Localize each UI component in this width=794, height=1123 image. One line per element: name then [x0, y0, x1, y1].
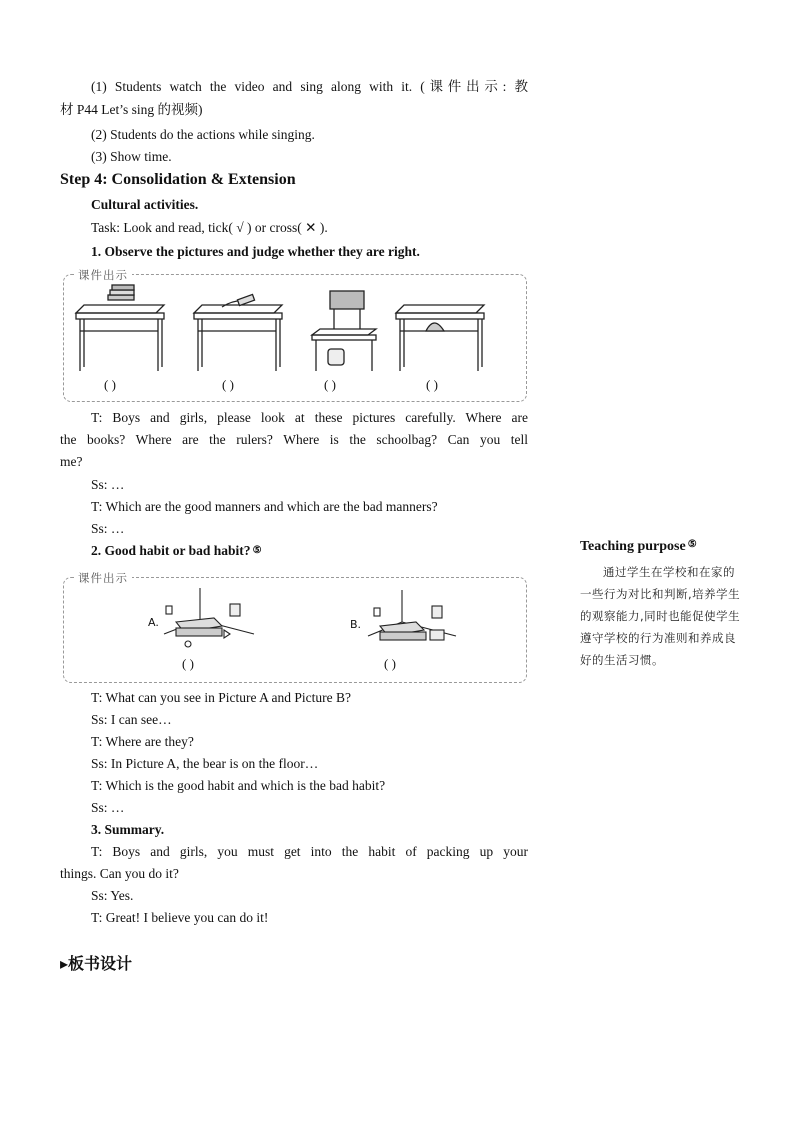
teaching-purpose-text: 通过学生在学校和在家的一些行为对比和判断,培养学生的观察能力,同时也能促使学生遵守学校的行为准则和养成良好的生活习惯。: [580, 565, 741, 667]
step-line-2: (2) Students do the actions while singing.: [91, 127, 315, 142]
teacher-line-6-cont: things. Can you do it?: [60, 866, 179, 881]
students-line-3: Ss: I can see…: [91, 712, 172, 727]
room-b-picture: [368, 590, 456, 640]
teaching-purpose-title: Teaching purpose ⑤: [580, 539, 697, 554]
answer-paren-b[interactable]: ( ): [384, 656, 396, 671]
answer-paren-3[interactable]: ( ): [324, 377, 336, 392]
answer-paren-2[interactable]: ( ): [222, 377, 234, 392]
answer-paren-a[interactable]: ( ): [182, 656, 194, 671]
step-line-3: (3) Show time.: [91, 149, 172, 164]
step-line-1-cont: 材 P44 Let’s sing 的视频): [60, 102, 203, 117]
desk-books-picture: [76, 285, 164, 371]
desk-pictures: [64, 275, 526, 401]
habit-heading: 2. Good habit or bad habit? ⑤: [91, 543, 262, 558]
teacher-line-3: T: What can you see in Picture A and Picture B?: [91, 690, 352, 705]
teacher-line-6: T: Boys and girls, you must get into the habit of packing up your: [91, 844, 528, 859]
students-line-4: Ss: In Picture A, the bear is on the floor…: [91, 756, 319, 771]
teacher-line-1: T: Boys and girls, please look at these pictures carefully. Where are: [91, 410, 528, 425]
board-design-heading: ▸板书设计: [60, 954, 133, 973]
answer-paren-4[interactable]: ( ): [426, 377, 438, 392]
sidebar-footnote-mark: ⑤: [687, 539, 697, 550]
picture-b-label: B.: [350, 618, 362, 631]
step4-heading: Step 4: Consolidation & Extension: [60, 171, 296, 188]
chair-schoolbag-picture: [312, 291, 376, 371]
courseware-tag-2: 课件出示: [74, 570, 132, 586]
cultural-activities: Cultural activities.: [91, 197, 199, 212]
students-line-5: Ss: …: [91, 800, 125, 815]
step-line-1: (1) Students watch the video and sing along with it. (课件出示: 教: [91, 79, 528, 94]
students-line-2: Ss: …: [91, 521, 125, 536]
task-line: Task: Look and read, tick( √ ) or cross( ✕ ).: [91, 220, 328, 235]
courseware-tag: 课件出示: [74, 267, 132, 283]
desk-cap-picture: [396, 305, 484, 371]
answer-paren-1[interactable]: ( ): [104, 377, 116, 392]
teacher-line-1-end: me?: [60, 454, 83, 469]
teacher-line-7: T: Great! I believe you can do it!: [91, 910, 269, 925]
room-a-picture: [164, 588, 254, 647]
room-pictures: [64, 578, 526, 682]
students-line-1: Ss: …: [91, 477, 125, 492]
teacher-line-5: T: Which is the good habit and which is the bad habit?: [91, 778, 386, 793]
courseware-box-rooms: [63, 571, 527, 683]
teacher-line-1-cont: the books? Where are the rulers? Where is the schoolbag? Can you tell: [60, 432, 528, 447]
footnote-mark: ⑤: [252, 545, 262, 556]
students-line-6: Ss: Yes.: [91, 888, 134, 903]
observe-heading: 1. Observe the pictures and judge whether they are right.: [91, 244, 420, 259]
picture-a-label: A.: [148, 616, 159, 629]
desk-ruler-picture: [194, 294, 282, 371]
teacher-line-2: T: Which are the good manners and which are the bad manners?: [91, 499, 438, 514]
teacher-line-4: T: Where are they?: [91, 734, 194, 749]
summary-heading: 3. Summary.: [91, 822, 165, 837]
courseware-box-desks: [63, 268, 527, 402]
